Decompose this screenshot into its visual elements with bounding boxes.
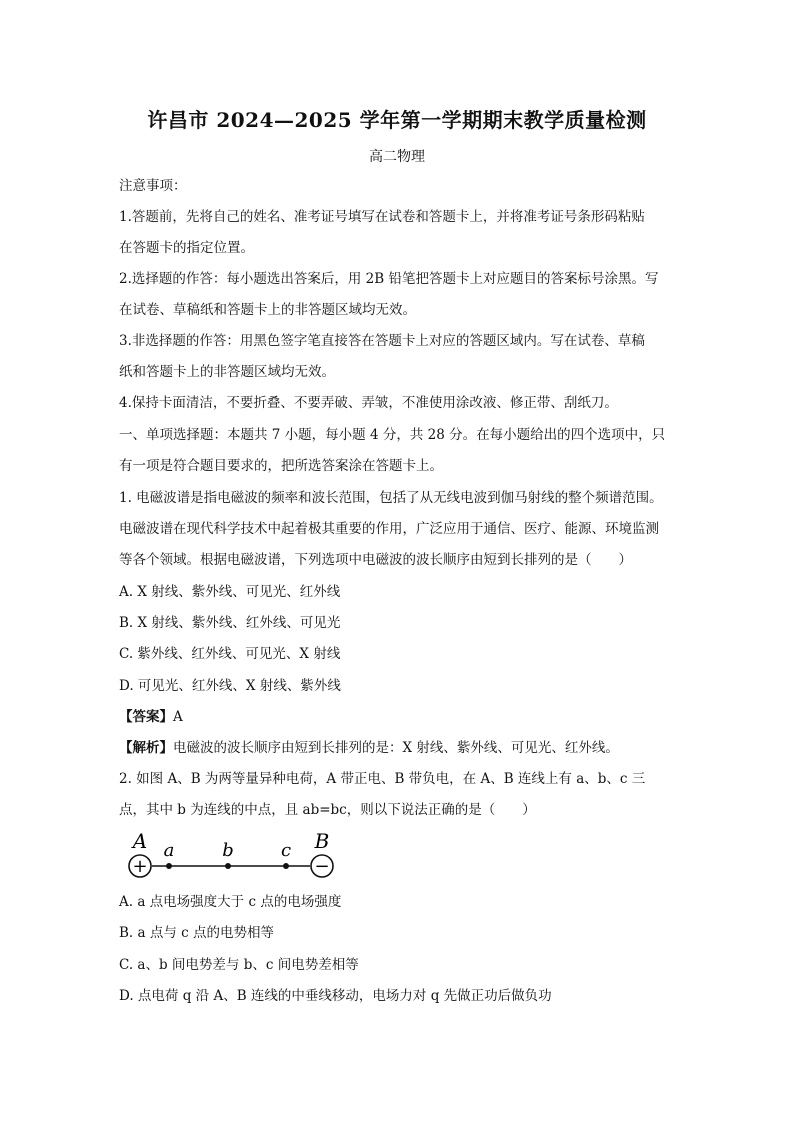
label-b: b [222, 840, 234, 861]
q2-option-d: D. 点电荷 q 沿 A、B 连线的中垂线移动，电场力对 q 先做正功后做负功 [119, 988, 552, 1004]
q2-option-c: C. a、b 间电势差与 b、c 间电势差相等 [119, 957, 359, 973]
q2-stem-line: 2. 如图 A、B 为两等量异种电荷，A 带正电、B 带负电，在 A、B 连线上有 a、b、c 三 [119, 771, 646, 787]
q1-stem-line: 1. 电磁波谱是指电磁波的频率和波长范围，包括了从无线电波到伽马射线的整个频谱范围。 [119, 490, 663, 506]
q2-option-a: A. a 点电场强度大于 c 点的电场强度 [119, 894, 342, 910]
answer-label: 【答案】 [119, 709, 173, 725]
q1-option-a: A. X 射线、紫外线、可见光、红外线 [119, 584, 341, 600]
note-line: 1.答题前，先将自己的姓名、准考证号填写在试卷和答题卡上，并将准考证号条形码粘贴 [119, 209, 645, 225]
q2-stem-line: 点，其中 b 为连线的中点，且 ab=bc，则以下说法正确的是（ ） [119, 802, 536, 818]
plus-sign: + [132, 856, 148, 877]
note-line: 纸和答题卡上的非答题区域均无效。 [119, 364, 335, 380]
analysis-label: 【解析】 [119, 740, 173, 756]
section-heading: 一、单项选择题：本题共 7 小题，每小题 4 分，共 28 分。在每小题给出的四个选项中，只 [119, 427, 666, 443]
label-B: B [314, 830, 330, 853]
analysis-text: 电磁波的波长顺序由短到长排列的是：X 射线、紫外线、可见光、红外线。 [173, 740, 619, 756]
q1-answer [119, 708, 699, 726]
q1-analysis [119, 739, 699, 757]
note-line: 4.保持卡面清洁，不要折叠、不要弄破、弄皱，不准使用涂改液、修正带、刮纸刀。 [119, 395, 618, 411]
note-line: 3.非选择题的作答：用黑色签字笔直接答在答题卡上对应的答题区域内。写在试卷、草稿 [119, 333, 645, 349]
point-a [166, 863, 172, 869]
section-heading-cont: 有一项是符合题目要求的，把所选答案涂在答题卡上。 [119, 458, 443, 474]
charges-diagram [124, 830, 344, 882]
note-line: 在答题卡的指定位置。 [119, 240, 254, 256]
q2-option-b: B. a 点与 c 点的电势相等 [119, 925, 274, 941]
point-b [225, 863, 231, 869]
label-A: A [132, 830, 148, 853]
label-a: a [163, 840, 175, 861]
label-c: c [280, 840, 292, 861]
note-line: 在试卷、草稿纸和答题卡上的非答题区域均无效。 [119, 302, 416, 318]
q1-option-b: B. X 射线、紫外线、红外线、可见光 [119, 615, 341, 631]
q1-option-c: C. 紫外线、红外线、可见光、X 射线 [119, 646, 341, 662]
notes-heading: 注意事项： [119, 178, 187, 194]
exam-title: 许昌市 2024—2025 学年第一学期期末教学质量检测 [147, 108, 647, 132]
q1-stem-line: 等各个领域。根据电磁波谱，下列选项中电磁波的波长顺序由短到长排列的是（ ） [119, 552, 632, 568]
q1-stem-line: 电磁波谱在现代科学技术中起着极其重要的作用，广泛应用于通信、医疗、能源、环境监测 [119, 521, 659, 537]
point-c [283, 863, 289, 869]
note-line: 2.选择题的作答：每小题选出答案后，用 2B 铅笔把答题卡上对应题目的答案标号涂黑。写 [119, 271, 659, 287]
exam-subject: 高二物理 [369, 149, 425, 165]
minus-sign: − [314, 856, 330, 877]
q1-option-d: D. 可见光、红外线、X 射线、紫外线 [119, 678, 341, 694]
answer-value: A [173, 709, 183, 725]
